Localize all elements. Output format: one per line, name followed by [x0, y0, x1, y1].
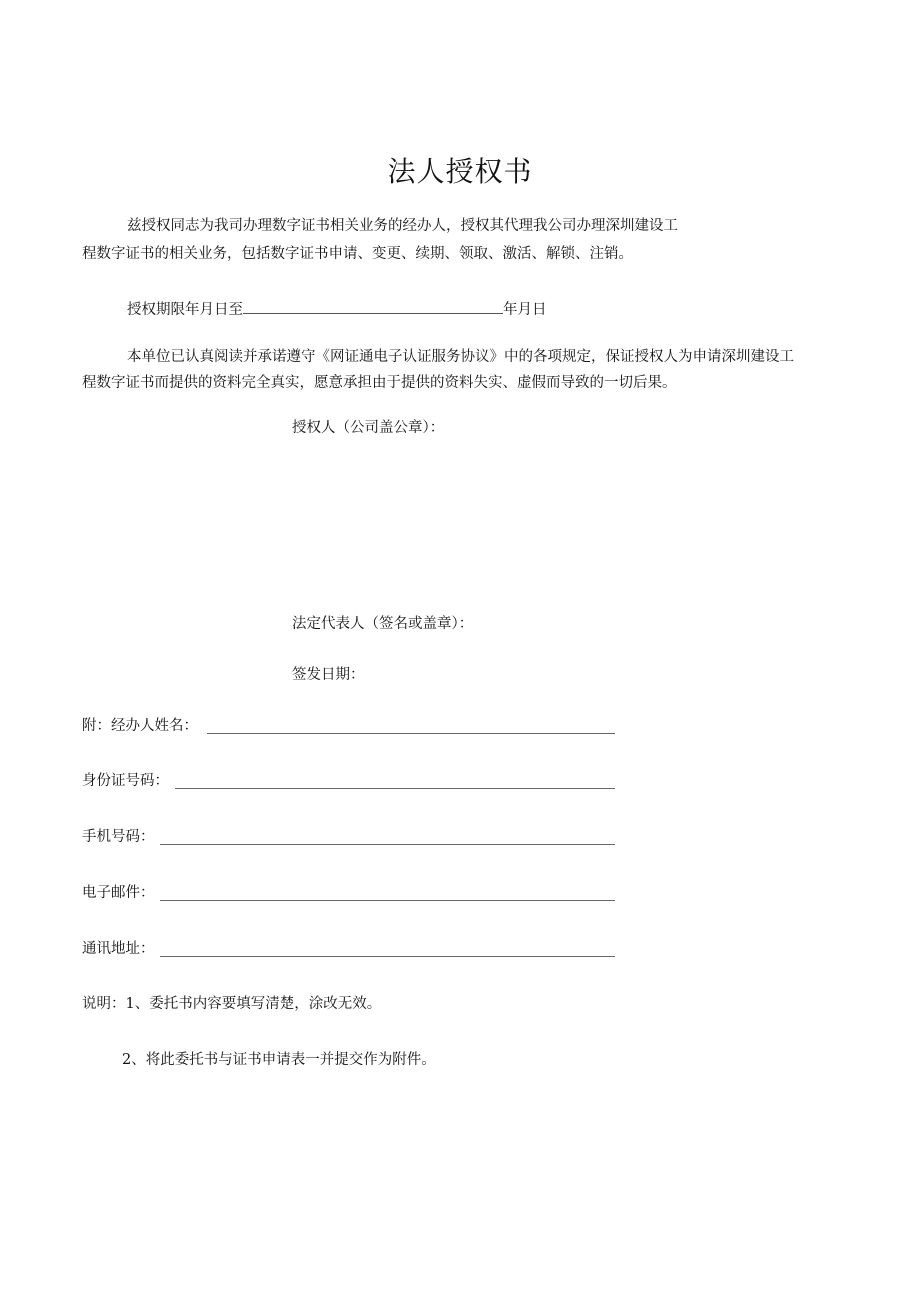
phone-field[interactable]: [160, 844, 615, 845]
email-field[interactable]: [160, 900, 615, 901]
authorization-period: [127, 299, 547, 320]
note-1: 说明：1、委托书内容要填写清楚，涂改无效。: [82, 996, 382, 1012]
document-title: 法人授权书: [387, 155, 533, 188]
authorization-paragraph-line-2: 程数字证书的相关业务，包括数字证书申请、变更、续期、领取、激活、解锁、注销。: [82, 246, 633, 262]
agent-name-label: 附：经办人姓名：: [82, 718, 198, 734]
agent-name-field[interactable]: [207, 733, 615, 734]
phone-label: 手机号码：: [82, 829, 155, 845]
legal-representative-label: 法定代表人（签名或盖章）：: [292, 616, 474, 632]
email-label: 电子邮件：: [82, 885, 155, 901]
authorizer-seal-label: 授权人（公司盖公章）：: [292, 420, 445, 436]
note-2: 2、将此委托书与证书申请表一并提交作为附件。: [122, 1052, 436, 1068]
id-number-label: 身份证号码：: [82, 773, 169, 789]
address-label: 通讯地址：: [82, 941, 155, 957]
period-prefix: 授权期限年月日至: [127, 302, 243, 318]
commitment-paragraph-line-1: 本单位已认真阅读并承诺遵守《网证通电子认证服务协议》中的各项规定，保证授权人为申请深圳建设工: [127, 349, 794, 365]
period-blank-line[interactable]: [243, 299, 503, 314]
period-suffix: 年月日: [503, 302, 547, 318]
issue-date-label: 签发日期：: [292, 667, 365, 683]
commitment-paragraph-line-2: 程数字证书而提供的资料完全真实，愿意承担由于提供的资料失实、虚假而导致的一切后果。: [82, 375, 677, 391]
id-number-field[interactable]: [175, 788, 615, 789]
address-field[interactable]: [160, 956, 615, 957]
authorization-paragraph-line-1: 兹授权同志为我司办理数字证书相关业务的经办人，授权其代理我公司办理深圳建设工: [127, 218, 678, 234]
